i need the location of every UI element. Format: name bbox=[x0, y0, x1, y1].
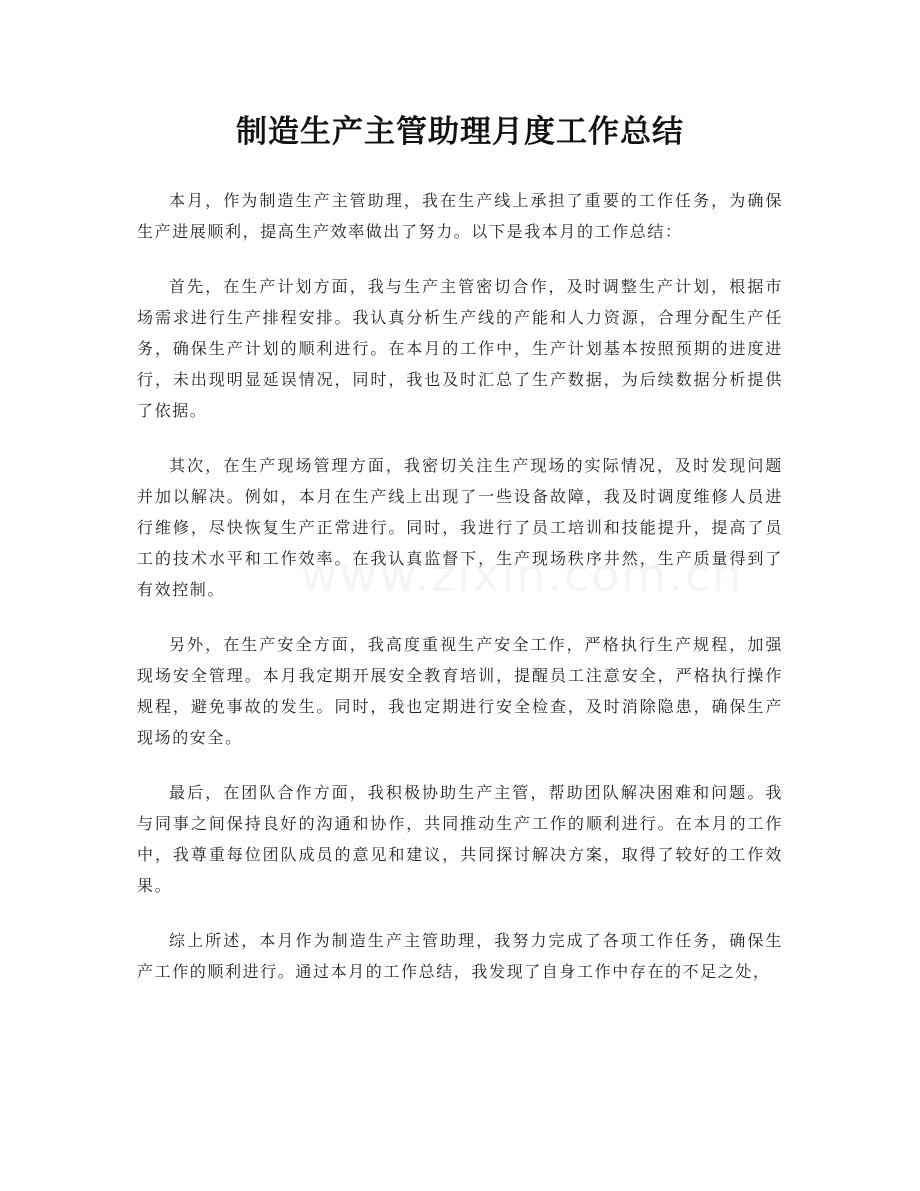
document-title: 制造生产主管助理月度工作总结 bbox=[236, 114, 684, 150]
paragraph-safety: 另外，在生产安全方面，我高度重视生产安全工作，严格执行生产规程，加强现场安全管理。本月我定期开展安全教育培训，提醒员工注意安全，严格执行操作规程，避免事故的发生。同时，我也定期进行安全检查，及时消除隐患，确保生产现场的安全。 bbox=[137, 635, 783, 747]
document-body bbox=[137, 185, 783, 987]
paragraph-site-management: 其次，在生产现场管理方面，我密切关注生产现场的实际情况，及时发现问题并加以解决。例如，本月在生产线上出现了一些设备故障，我及时调度维修人员进行维修，尽快恢复生产正常进行。同时，我进行了员工培训和技能提升，提高了员工的技术水平和工作效率。在我认真监督下，生产现场秩序井然，生产质量得到了有效控制。 bbox=[137, 456, 783, 599]
paragraph-summary: 综上所述，本月作为制造生产主管助理，我努力完成了各项工作任务，确保生产工作的顺利进行。通过本月的工作总结，我发现了自身工作中存在的不足之处， bbox=[137, 931, 783, 981]
paragraph-intro: 本月，作为制造生产主管助理，我在生产线上承担了重要的工作任务，为确保生产进展顺利，提高生产效率做出了努力。以下是我本月的工作总结： bbox=[137, 191, 783, 241]
paragraph-production-plan: 首先，在生产计划方面，我与生产主管密切合作，及时调整生产计划，根据市场需求进行生产排程安排。我认真分析生产线的产能和人力资源，合理分配生产任务，确保生产计划的顺利进行。在本月的工作中，生产计划基本按照预期的进度进行，未出现明显延误情况，同时，我也及时汇总了生产数据，为后续数据分析提供了依据。 bbox=[137, 277, 783, 420]
paragraph-teamwork: 最后，在团队合作方面，我积极协助生产主管，帮助团队解决困难和问题。我与同事之间保持良好的沟通和协作，共同推动生产工作的顺利进行。在本月的工作中，我尊重每位团队成员的意见和建议，共同探讨解决方案，取得了较好的工作效果。 bbox=[137, 783, 783, 895]
